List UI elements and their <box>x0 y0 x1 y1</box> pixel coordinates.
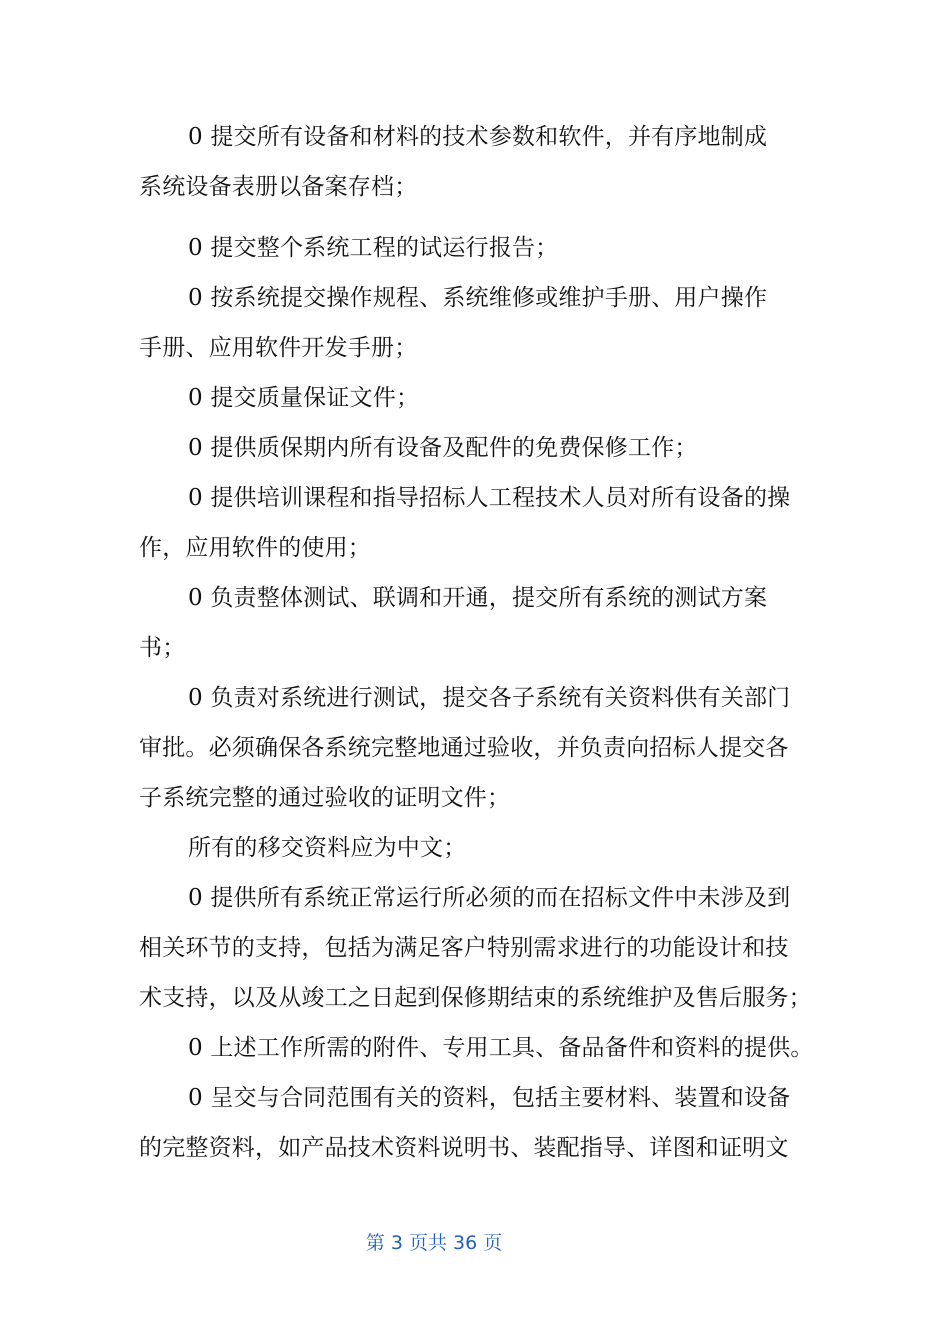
paragraph-line: 0 呈交与合同范围有关的资料，包括主要材料、装置和设备 <box>188 1085 791 1111</box>
paragraph-line: 0 提供所有系统正常运行所必须的而在招标文件中未涉及到 <box>188 885 791 911</box>
paragraph-line: 0 提交质量保证文件； <box>188 385 420 411</box>
paragraph-line: 作，应用软件的使用； <box>139 535 371 561</box>
paragraph-line: 0 负责整体测试、联调和开通，提交所有系统的测试方案 <box>188 585 768 611</box>
paragraph-line: 的完整资料，如产品技术资料说明书、装配指导、详图和证明文 <box>139 1135 789 1161</box>
paragraph-line: 书； <box>139 635 186 661</box>
paragraph-line: 0 提交所有设备和材料的技术参数和软件，并有序地制成 <box>188 124 768 150</box>
paragraph-line: 0 提交整个系统工程的试运行报告； <box>188 235 559 261</box>
paragraph-line: 手册、应用软件开发手册； <box>139 335 418 361</box>
paragraph-line: 0 按系统提交操作规程、系统维修或维护手册、用户操作 <box>188 285 768 311</box>
paragraph-line: 审批。必须确保各系统完整地通过验收，并负责向招标人提交各 <box>139 735 789 761</box>
paragraph-line: 相关环节的支持，包括为满足客户特别需求进行的功能设计和技 <box>139 935 789 961</box>
paragraph-line: 术支持，以及从竣工之日起到保修期结束的系统维护及售后服务； <box>139 985 812 1011</box>
paragraph-line: 子系统完整的通过验收的证明文件； <box>139 785 511 811</box>
page-number-footer: 第 3 页共 36 页 <box>365 1232 503 1254</box>
paragraph-line: 0 提供培训课程和指导招标人工程技术人员对所有设备的操 <box>188 485 791 511</box>
paragraph-line: 所有的移交资料应为中文； <box>188 835 467 861</box>
paragraph-line: 0 上述工作所需的附件、专用工具、备品备件和资料的提供。 <box>188 1035 814 1061</box>
paragraph-line: 0 负责对系统进行测试，提交各子系统有关资料供有关部门 <box>188 685 791 711</box>
paragraph-line: 0 提供质保期内所有设备及配件的免费保修工作； <box>188 435 698 461</box>
paragraph-line: 系统设备表册以备案存档； <box>139 174 418 200</box>
